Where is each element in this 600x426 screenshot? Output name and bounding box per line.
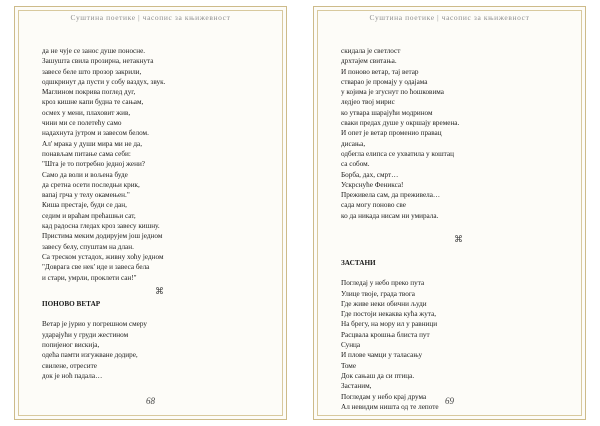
right-page [313, 6, 586, 420]
left-page [14, 6, 287, 420]
verse-line: Сунца [341, 341, 361, 350]
verse-line: Где живе неки обични људи [341, 299, 427, 308]
verse-line: чини ми се полетећу само [42, 119, 122, 128]
section-separator: ⌘ [155, 285, 164, 296]
verse-line: Зашушта свила прозирна, нетакнута [42, 57, 154, 66]
verse-line: Док сањаш да си птица. [341, 371, 415, 380]
verse-line: надахнута јутром и завесом белом. [42, 129, 149, 138]
verse-line: понављам питање сама себи: [42, 149, 131, 158]
verse-line: да не чује се заноc душе понocне. [42, 47, 146, 55]
verse-line: одбегла елипса се ухватила у коштац [341, 149, 454, 158]
verse-line: осмех у мени, плаховит жив, [42, 108, 131, 117]
verse-line: вапај грча у телу окамењен." [42, 191, 130, 200]
verse-line: Маглином покрива поглед дуг, [42, 88, 136, 97]
verse-line: Ал' мрака у души мира ми не да, [42, 139, 143, 148]
page-number: 69 [445, 396, 454, 406]
verse-line: Ал невидим ништа од те лепоте [341, 402, 439, 411]
verse-line: са собом. [341, 160, 370, 169]
verse-line: Погледам у небо крај друма [341, 392, 427, 401]
verse-line: Где постоји некаква кућа жута, [341, 310, 437, 319]
verse-line: Пристима меким додирујем још једном [42, 232, 163, 241]
verse-line: седим и враћам прећашњи сат, [42, 211, 136, 220]
verse-line: Борба, дах, смрт… [341, 170, 399, 179]
verse-line: Само да воли и вољена буде [42, 170, 128, 179]
verse-line: Са треском устадох, живну хоћу једном [42, 252, 164, 261]
poem-continuation [42, 46, 277, 283]
verse-line: попијеног вискија, [42, 341, 100, 350]
verse-line: свилене, отресите [42, 361, 97, 370]
poem-body [42, 319, 277, 381]
verse-line: Преживела сам, да преживела… [341, 191, 441, 200]
verse-line: "Шта је то потребно једној жени? [42, 160, 146, 169]
verse-line: дисања, [341, 139, 366, 148]
verse-line: кроз кишне капи будна те сањам, [42, 98, 144, 107]
verse-line: Погледај у небо преко пута [341, 279, 425, 288]
running-header: Суштина поетике | часопис за књижевност [369, 13, 530, 22]
poem-title: ЗАСТАНИ [341, 258, 376, 267]
poem-title: ПОНОВО ВЕТАР [42, 299, 101, 308]
verse-line: ударајући у груди жестином [42, 330, 129, 339]
poem-continuation [341, 46, 576, 221]
verse-line: завесу белу, спуштам на длан. [42, 242, 134, 251]
page-number: 68 [146, 396, 155, 406]
poem-body [341, 278, 576, 412]
verse-line: Расцвала крошња блиста пут [341, 330, 430, 339]
verse-line: кад радосна гледах кроз завесу кишну. [42, 222, 160, 231]
verse-line: И плове чамци у таласању [341, 351, 423, 360]
verse-line: да сретна осети последњи крик, [42, 180, 140, 189]
verse-line: ледјео твој мирис [341, 98, 395, 107]
verse-line: "Доврага све нек' иде и завеса бела [42, 263, 150, 272]
verse-line: док је ноћ падала… [42, 371, 103, 380]
verse-line: Ветар је јурио у погрешном смеру [42, 320, 147, 329]
verse-line: одећа памти изгужване додире, [42, 351, 138, 360]
section-separator: ⌘ [454, 234, 463, 245]
verse-line: Томе [341, 361, 357, 370]
verse-line: И опет је ветар променио правац [341, 129, 442, 138]
verse-line: На брегу, на мору ил у равници [341, 320, 438, 329]
verse-line: Улице твоје, града твога [341, 289, 415, 298]
verse-line: скидала је светлост [341, 47, 401, 55]
verse-line: стварао је промају у одајама [341, 77, 428, 86]
verse-line: дрхтајем свитања. [341, 57, 397, 66]
verse-line: и стари, умрли, проклети сан!" [42, 273, 137, 282]
verse-line: завесе беле што прозор закрили, [42, 67, 142, 76]
running-header: Суштина поетике | часопис за књижевност [70, 13, 231, 22]
verse-line: одшкринут да пусти у собу ваздух, звук. [42, 77, 166, 86]
verse-line: у којима је згуснут по ћошковима [341, 88, 444, 97]
verse-line: сада могу поново све [341, 201, 406, 210]
verse-line: ко утвара шарајући модрином [341, 108, 433, 117]
page-content [42, 46, 277, 381]
verse-line: ко да никада нисам ни умирала. [341, 211, 439, 220]
page-content [341, 46, 576, 412]
verse-line: Ускрснуће Феникса! [341, 180, 404, 189]
verse-line: Киша престаје, буди се дан, [42, 201, 127, 210]
verse-line: И поново ветар, тај ветар [341, 67, 419, 76]
verse-line: сваки предах душе у окршају времена. [341, 119, 460, 128]
verse-line: Застаним, [341, 382, 372, 391]
